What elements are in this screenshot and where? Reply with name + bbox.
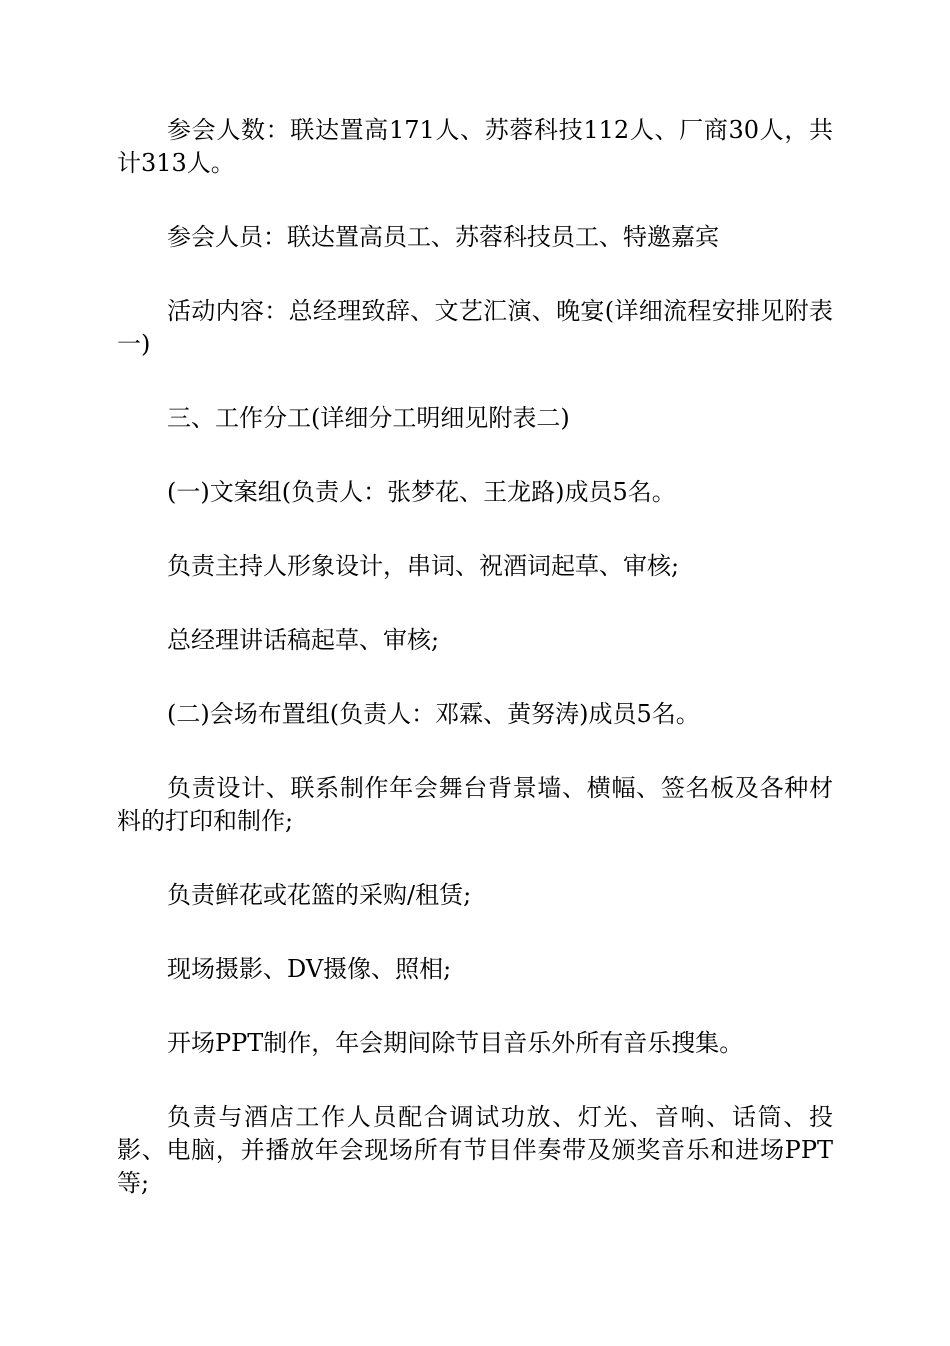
paragraph-activity-content: 活动内容：总经理致辞、文艺汇演、晚宴(详细流程安排见附表一) (117, 297, 833, 358)
subsection-heading-copywriting-group: (一)文案组(负责人：张梦花、王龙路)成员5名。 (167, 478, 676, 506)
document-body (117, 114, 833, 1241)
paragraph-opening-ppt: 开场PPT制作，年会期间除节目音乐外所有音乐搜集。 (167, 1029, 744, 1057)
subsection-heading-venue-group: (二)会场布置组(负责人：邓霖、黄努涛)成员5名。 (167, 700, 700, 728)
paragraph-flowers: 负责鲜花或花篮的采购/租赁; (167, 881, 472, 909)
paragraph-speech-draft: 总经理讲话稿起草、审核; (167, 626, 440, 654)
paragraph-av-setup: 负责与酒店工作人员配合调试功放、灯光、音响、话筒、投影、电脑，并播放年会现场所有节目伴奏带及颁奖音乐和进场PPT等; (117, 1103, 833, 1197)
paragraph-attendees: 参会人员：联达置高员工、苏蓉科技员工、特邀嘉宾 (167, 223, 719, 251)
paragraph-host-design: 负责主持人形象设计，串词、祝酒词起草、审核; (167, 552, 680, 580)
section-heading-work-division: 三、工作分工(详细分工明细见附表二) (167, 404, 570, 432)
paragraph-attendee-count: 参会人数：联达置高171人、苏蓉科技112人、厂商30人，共计313人。 (117, 116, 833, 177)
paragraph-stage-backdrop: 负责设计、联系制作年会舞台背景墙、横幅、签名板及各种材料的打印和制作; (117, 774, 833, 835)
paragraph-photography: 现场摄影、DV摄像、照相; (167, 955, 452, 983)
